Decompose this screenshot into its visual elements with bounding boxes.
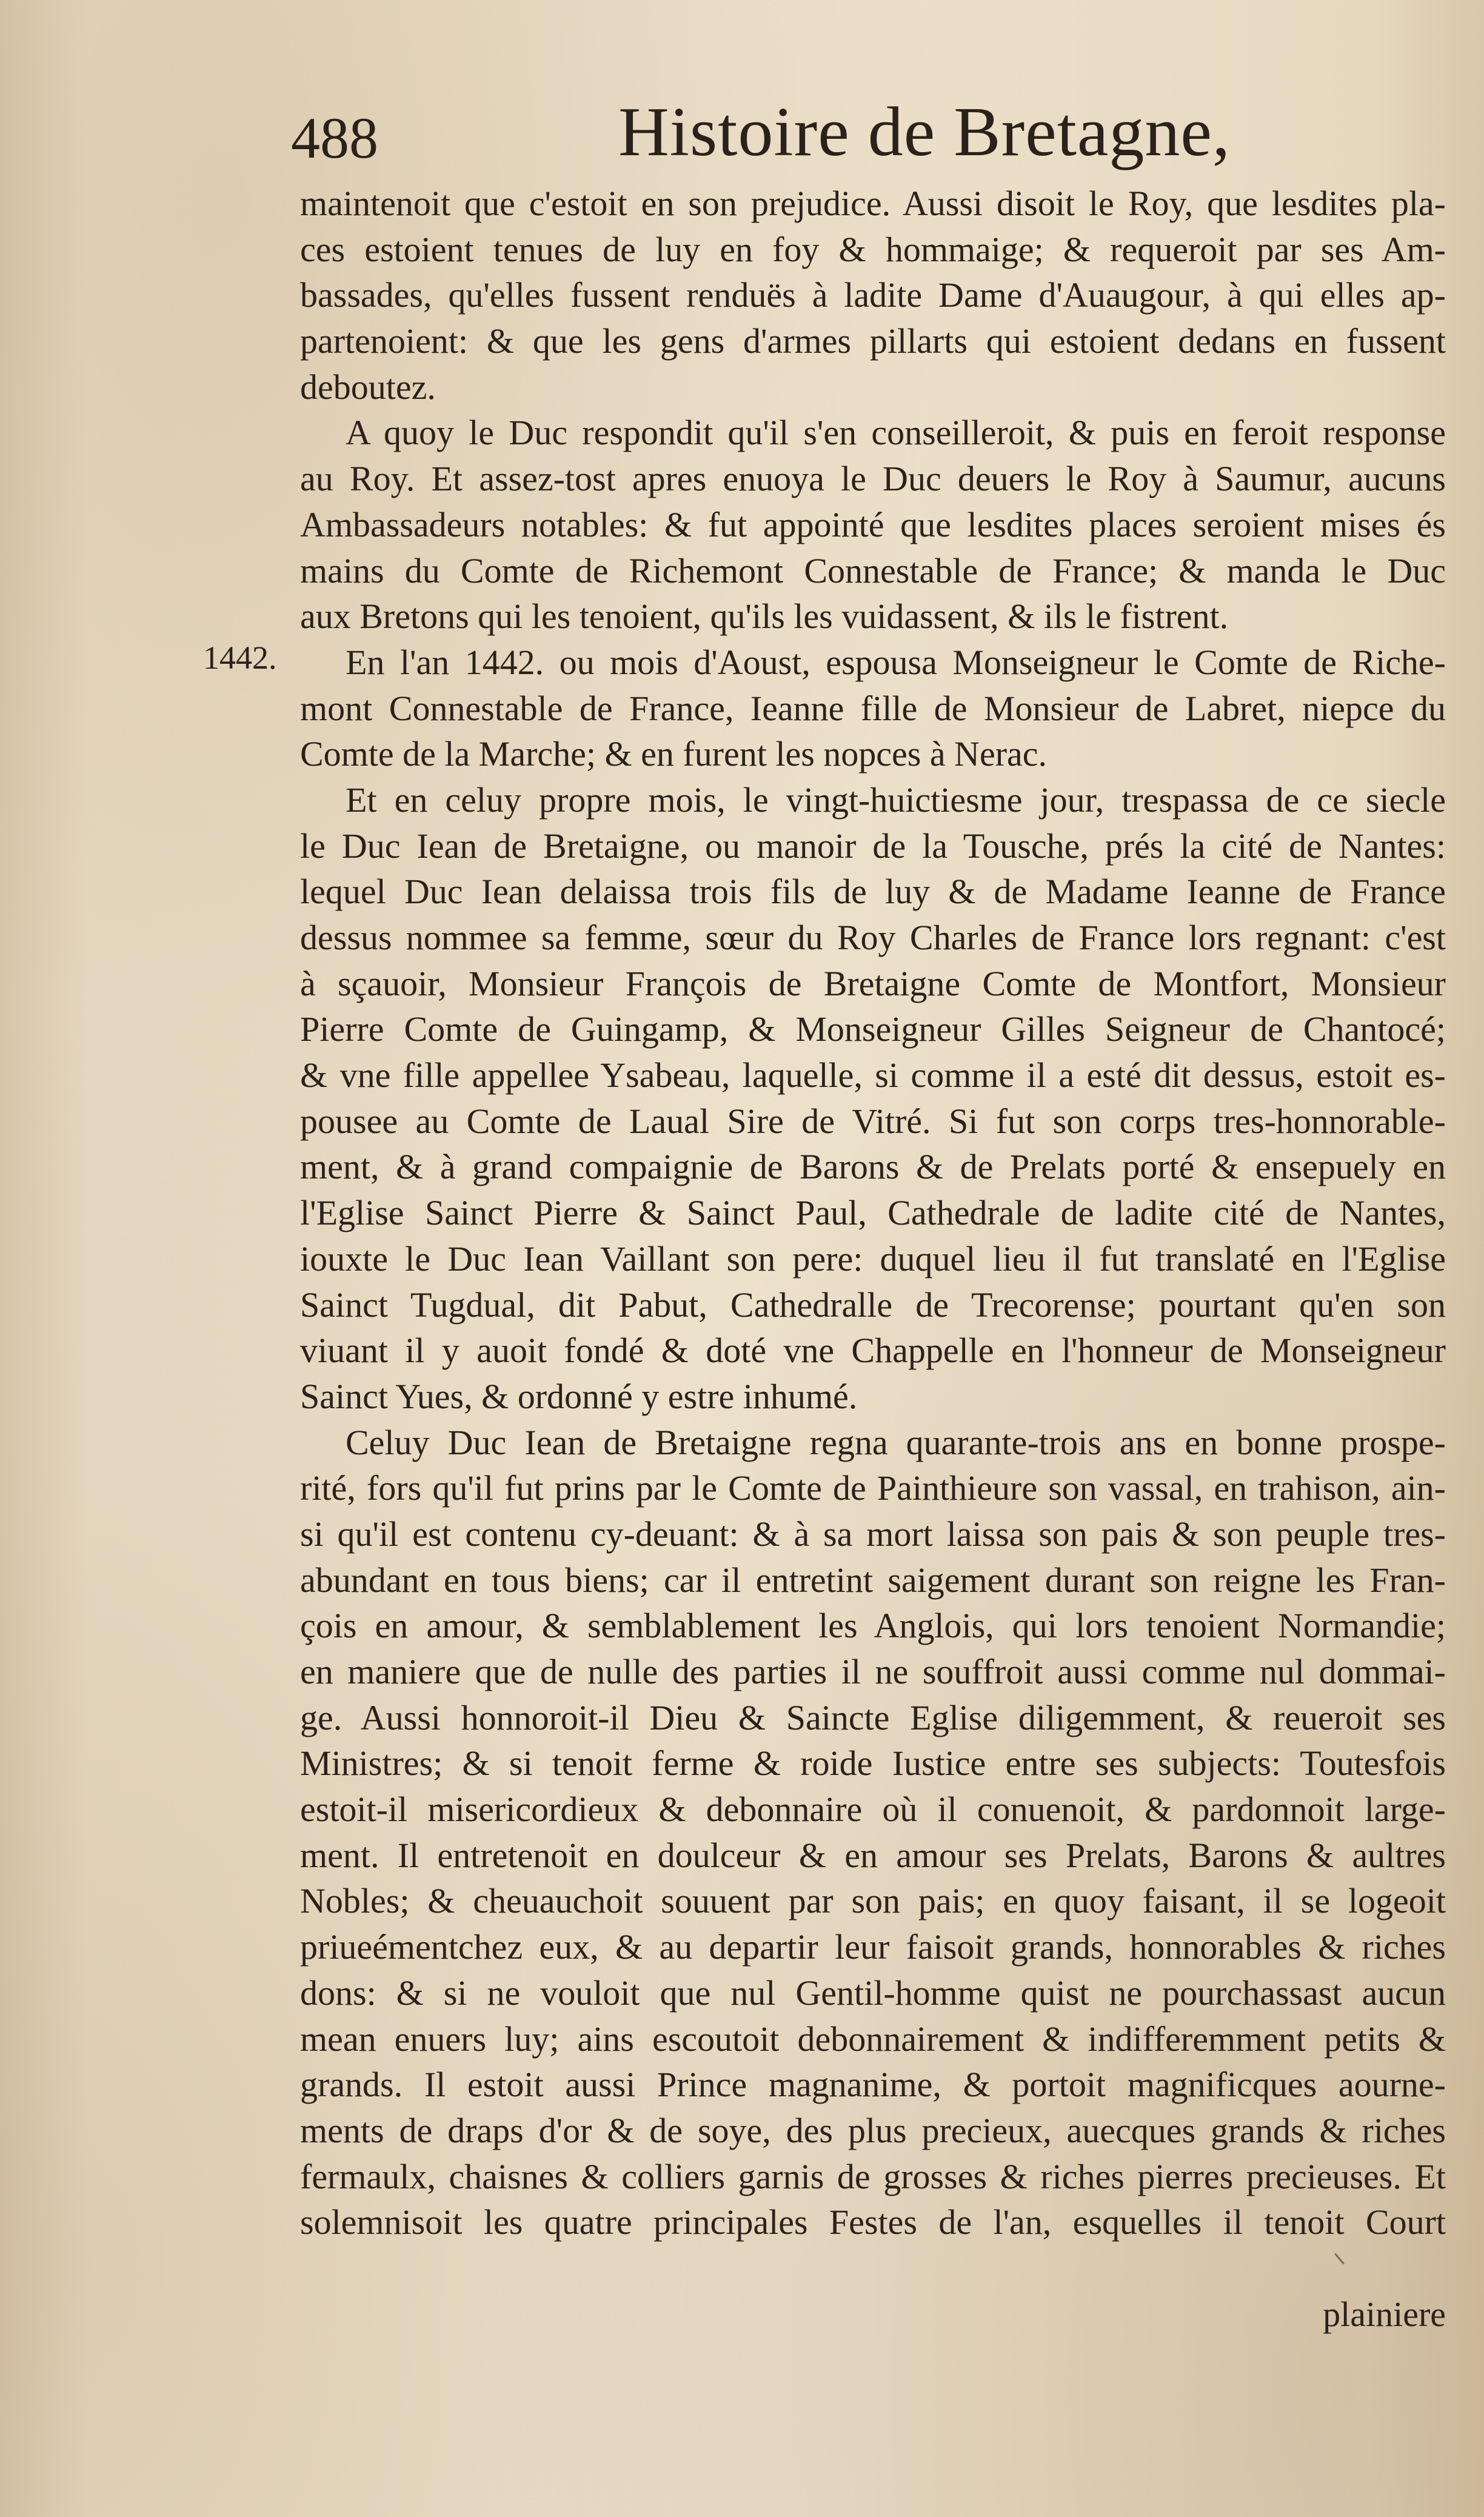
- text-line: partenoient: & que les gens d'armes pillarts qui estoient dedans en fussent: [300, 321, 1446, 361]
- text-line: ment, & à grand compaignie de Barons & de Prelats porté & ensepuely en: [300, 1147, 1446, 1187]
- text-line: ments de draps d'or & de soye, des plus precieux, auecques grands & riches: [300, 2110, 1446, 2150]
- text-line: mean enuers luy; ains escoutoit debonnairement & indifferemment petits &: [300, 2019, 1446, 2059]
- text-line: dessus nommee sa femme, sœur du Roy Charles de France lors regnant: c'est: [300, 918, 1446, 957]
- text-line: ment. Il entretenoit en doulceur & en amour ses Prelats, Barons & aultres: [300, 1835, 1446, 1875]
- text-line: iouxte le Duc Iean Vaillant son pere: duquel lieu il fut translaté en l'Eglise: [300, 1238, 1446, 1279]
- text-line: & vne fille appellee Ysabeau, laquelle, si comme il a esté dit dessus, estoit es-: [300, 1055, 1446, 1095]
- text-line: çois en amour, & semblablement les Anglois, qui lors tenoient Normandie;: [300, 1606, 1446, 1646]
- text-line: Comte de la Marche; & en furent les nopces à Nerac.: [300, 734, 1047, 774]
- text-line: le Duc Iean de Bretaigne, ou manoir de la Tousche, prés la cité de Nantes:: [300, 826, 1446, 866]
- text-line: lequel Duc Iean delaissa trois fils de luy & de Madame Ieanne de France: [300, 872, 1446, 912]
- text-line: Ambassadeurs notables: & fut appointé que lesdites places seroient mises és: [300, 504, 1446, 544]
- text-line: viuant il y auoit fondé & doté vne Chappelle en l'honneur de Monseigneur: [300, 1331, 1446, 1371]
- text-line: rité, fors qu'il fut prins par le Comte de Painthieure son vassal, en trahison, ain-: [300, 1468, 1446, 1508]
- body-text: [300, 181, 1446, 2337]
- text-line: maintenoit que c'estoit en son prejudice. Aussi disoit le Roy, que lesdites pla-: [300, 184, 1446, 223]
- text-line: pousee au Comte de Laual Sire de Vitré. Si fut son corps tres-honnorable-: [300, 1101, 1446, 1141]
- text-line: solemnisoit les quatre principales Festes de l'an, esquelles il tenoit Court: [300, 2202, 1446, 2242]
- text-line: grands. Il estoit aussi Prince magnanime, & portoit magnificques aourne-: [300, 2065, 1446, 2105]
- margin-note-year: 1442.: [203, 640, 277, 676]
- text-line: Sainct Yues, & ordonné y estre inhumé.: [300, 1376, 858, 1416]
- text-line: Nobles; & cheuauchoit souuent par son pais; en quoy faisant, il se logeoit: [300, 1881, 1446, 1921]
- text-line: bassades, qu'elles fussent renduës à ladite Dame d'Auaugour, à qui elles ap-: [300, 275, 1446, 315]
- text-line: estoit-il misericordieux & debonnaire où il conuenoit, & pardonnoit large-: [300, 1790, 1446, 1830]
- text-line: mains du Comte de Richemont Connestable de France; & manda le Duc: [300, 550, 1446, 590]
- text-line: Ministres; & si tenoit ferme & roide Iustice entre ses subjects: Toutesfois: [300, 1743, 1446, 1783]
- text-line: ces estoient tenues de luy en foy & hommaige; & requeroit par ses Am-: [300, 229, 1446, 269]
- text-line: dons: & si ne vouloit que nul Gentil-homme quist ne pourchassast aucun: [300, 1973, 1446, 2013]
- text-line: l'Eglise Sainct Pierre & Sainct Paul, Cathedrale de ladite cité de Nantes,: [300, 1193, 1446, 1233]
- catchword: plainiere: [1323, 2294, 1446, 2334]
- text-line: en maniere que de nulle des parties il ne souffroit aussi comme nul dommai-: [300, 1652, 1446, 1691]
- text-line: En l'an 1442. ou mois d'Aoust, espousa Monseigneur le Comte de Riche-: [346, 642, 1446, 682]
- text-line: deboutez.: [300, 367, 436, 407]
- text-line: si qu'il est contenu cy-deuant: & à sa mort laissa son pais & son peuple tres-: [300, 1514, 1446, 1554]
- page-number: 488: [291, 105, 378, 170]
- text-line: fermaulx, chaisnes & colliers garnis de grosses & riches pierres precieuses. Et: [300, 2156, 1446, 2196]
- text-line: Sainct Tugdual, dit Pabut, Cathedralle de Trecorense; pourtant qu'en son: [300, 1285, 1446, 1325]
- text-line: [300, 2245, 1446, 2291]
- text-line: aux Bretons qui les tenoient, qu'ils les vuidassent, & ils le fistrent.: [300, 597, 1229, 637]
- text-line: Pierre Comte de Guingamp, & Monseigneur Gilles Seigneur de Chantocé;: [300, 1009, 1446, 1049]
- text-line: mont Connestable de France, Ieanne fille de Monsieur de Labret, niepce du: [300, 688, 1446, 728]
- text-line: Celuy Duc Iean de Bretaigne regna quarante-trois ans en bonne prospe-: [346, 1422, 1446, 1462]
- text-line: abundant en tous biens; car il entretint saigement durant son reigne les Fran-: [300, 1560, 1446, 1600]
- text-line: au Roy. Et assez-tost apres enuoya le Duc deuers le Roy à Saumur, aucuns: [300, 459, 1446, 499]
- text-line: A quoy le Duc respondit qu'il s'en conseilleroit, & puis en feroit response: [346, 413, 1446, 453]
- text-line: ge. Aussi honnoroit-il Dieu & Saincte Eglise diligemment, & reueroit ses: [300, 1697, 1446, 1737]
- running-title: Histoire de Bretagne,: [618, 93, 1231, 171]
- text-line: à sçauoir, Monsieur François de Bretaigne Comte de Montfort, Monsieur: [300, 963, 1446, 1003]
- text-line: Et en celuy propre mois, le vingt-huictiesme jour, trespassa de ce siecle: [346, 780, 1446, 820]
- text-line: priueémentchez eux, & au departir leur faisoit grands, honnorables & riches: [300, 1927, 1446, 1967]
